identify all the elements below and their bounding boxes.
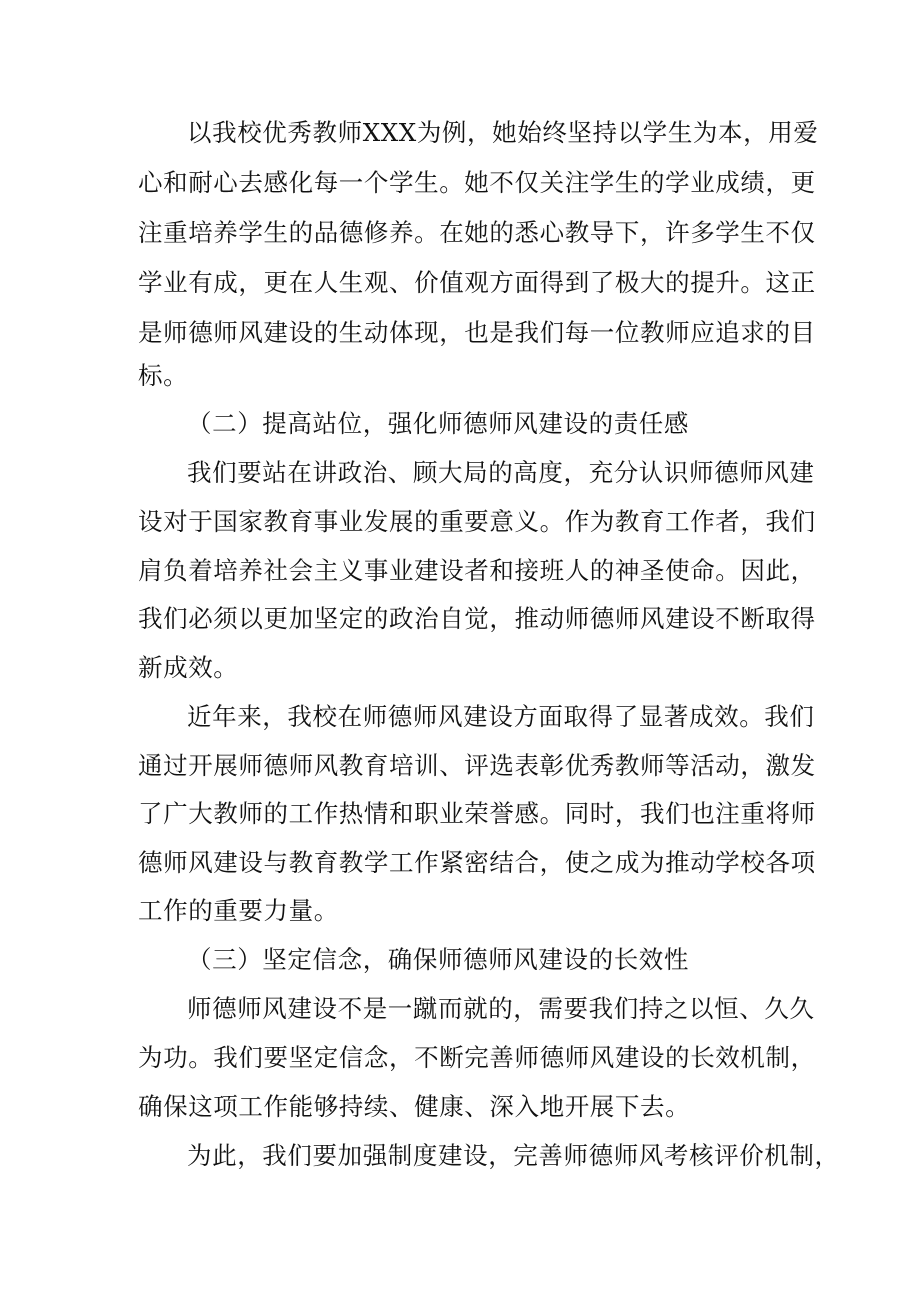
paragraph-line: 我们必须以更加坚定的政治自觉，推动师德师风建设不断取得 xyxy=(138,604,816,633)
paragraph-line: 心和耐心去感化每一个学生。她不仅关注学生的学业成绩，更 xyxy=(138,168,816,197)
paragraph-line: 学业有成，更在人生观、价值观方面得到了极大的提升。这正 xyxy=(138,268,816,297)
paragraph-line: 近年来，我校在师德师风建设方面取得了显著成效。我们 xyxy=(187,702,815,731)
section-heading: （三）坚定信念，确保师德师风建设的长效性 xyxy=(187,945,689,974)
paragraph-line: 是师德师风建设的生动体现，也是我们每一位教师应追求的目 xyxy=(138,318,816,347)
section-heading: （二）提高站位，强化师德师风建设的责任感 xyxy=(187,409,689,438)
paragraph-line: 肩负着培养社会主义事业建设者和接班人的神圣使命。因此， xyxy=(138,556,816,585)
paragraph-line: 了广大教师的工作热情和职业荣誉感。同时，我们也注重将师 xyxy=(138,799,816,828)
paragraph-line: 设对于国家教育事业发展的重要意义。作为教育工作者，我们 xyxy=(138,507,816,536)
paragraph-line: 我们要站在讲政治、顾大局的高度，充分认识师德师风建 xyxy=(187,458,815,487)
paragraph-line: 工作的重要力量。 xyxy=(138,896,339,925)
paragraph-line: 为功。我们要坚定信念，不断完善师德师风建设的长效机制， xyxy=(138,1043,816,1072)
paragraph-line: 德师风建设与教育教学工作紧密结合，使之成为推动学校各项 xyxy=(138,848,816,877)
paragraph-line: 确保这项工作能够持续、健康、深入地开展下去。 xyxy=(138,1092,691,1121)
paragraph-line: 通过开展师德师风教育培训、评选表彰优秀教师等活动，激发 xyxy=(138,751,816,780)
paragraph-line: 以我校优秀教师XXX为例，她始终坚持以学生为本，用爱 xyxy=(187,118,819,147)
paragraph-line: 师德师风建设不是一蹴而就的，需要我们持之以恒、久久 xyxy=(187,994,815,1023)
paragraph-line: 标。 xyxy=(138,361,189,390)
paragraph-line: 新成效。 xyxy=(138,653,239,682)
paragraph-line: 注重培养学生的品德修养。在她的悉心教导下，许多学生不仅 xyxy=(138,218,816,247)
paragraph-line: 为此，我们要加强制度建设，完善师德师风考核评价机制， xyxy=(187,1141,840,1170)
